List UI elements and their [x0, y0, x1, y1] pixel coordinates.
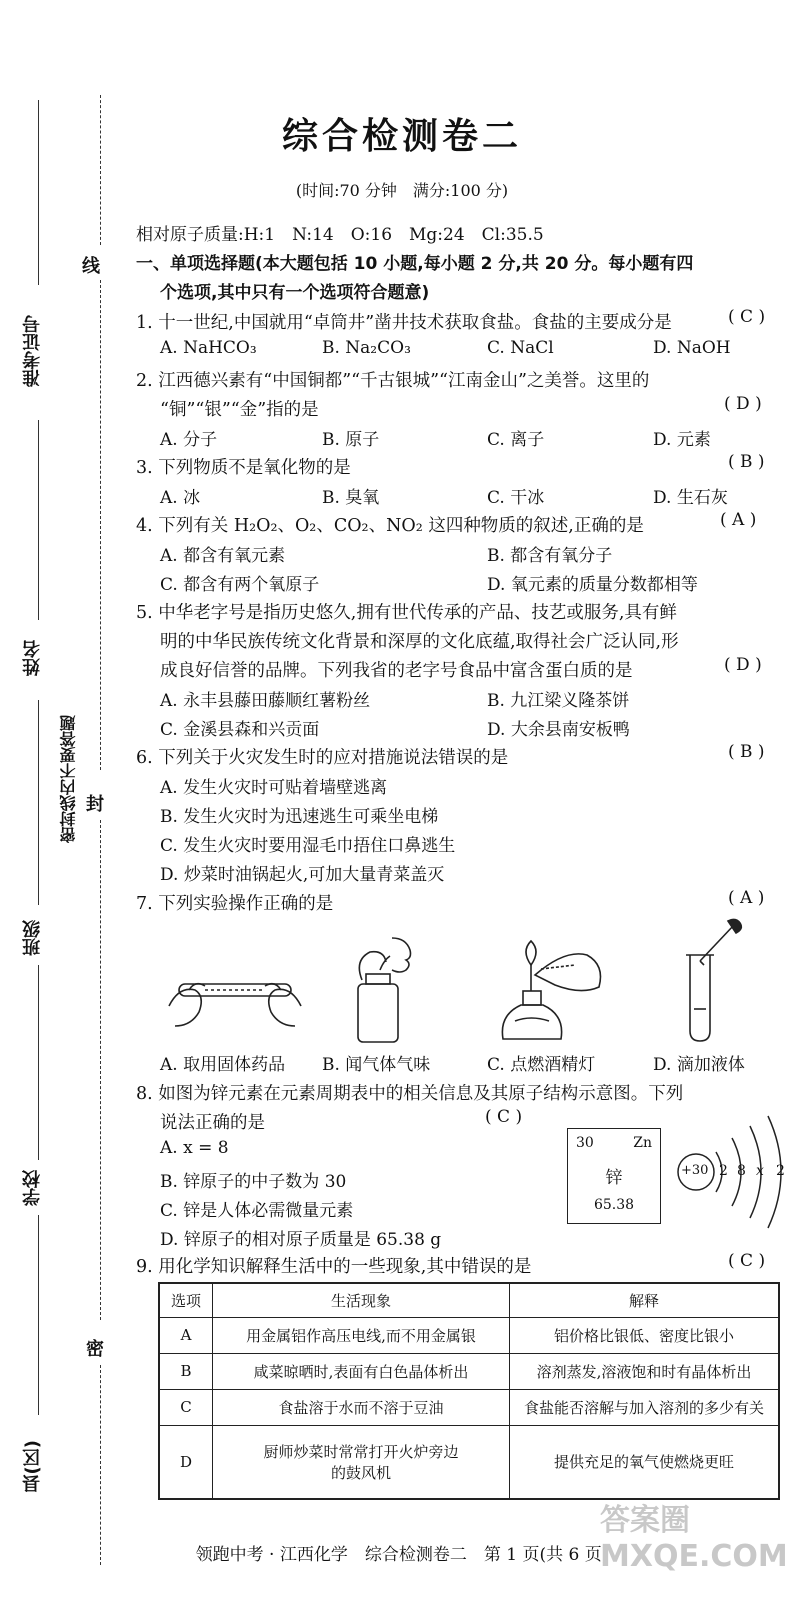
- answer-mark: ( C ): [728, 307, 766, 327]
- option-b: B. 原子: [322, 430, 380, 450]
- table-cell: C: [159, 1389, 213, 1425]
- question-stem: 成良好信誉的品牌。下列我省的老字号食品中富含蛋白质的是: [160, 661, 633, 681]
- question-9-table: [158, 1282, 780, 1500]
- option-d: D. 炒菜时油锅起火,可加大量青菜盖灭: [160, 865, 445, 885]
- label-exam-number: 准考证号: [22, 315, 43, 387]
- answer-mark: ( B ): [728, 452, 765, 472]
- option-a: A. 分子: [160, 430, 218, 450]
- option-c: C. 发生火灾时要用湿毛巾捂住口鼻逃生: [160, 836, 456, 856]
- seal-mark-seal: 封: [86, 794, 104, 815]
- option-a: A. NaHCO₃: [160, 338, 257, 358]
- table-header: 解释: [510, 1283, 780, 1317]
- atomic-mass-info: 相对原子质量:H:1 N:14 O:16 Mg:24 Cl:35.5: [136, 225, 544, 245]
- table-cell: B: [159, 1353, 213, 1389]
- illustration-smell-gas: [340, 930, 430, 1045]
- answer-mark: ( D ): [724, 394, 762, 414]
- shell-2-electrons: 8: [737, 1163, 746, 1179]
- atomic-number: 30: [576, 1135, 594, 1151]
- seal-notice: 密封线内不要答题: [59, 715, 78, 843]
- table-header-row: [159, 1283, 779, 1317]
- option-b: B. 臭氧: [322, 488, 380, 508]
- option-b: B. 闻气体气味: [322, 1055, 431, 1075]
- school-fill-line: [38, 965, 39, 1160]
- seal-mark-line: 线: [82, 256, 100, 277]
- class-fill-line: [38, 700, 39, 905]
- table-cell: 咸菜晾晒时,表面有白色晶体析出: [213, 1353, 510, 1389]
- option-a: A. 取用固体药品: [160, 1055, 286, 1075]
- element-name: 锌: [605, 1168, 623, 1188]
- shell-3-electrons: x: [756, 1163, 764, 1179]
- table-header: 选项: [159, 1283, 213, 1317]
- table-cell: 溶剂蒸发,溶液饱和时有晶体析出: [510, 1353, 780, 1389]
- zinc-periodic-cell: [567, 1128, 661, 1224]
- option-b: B. 九江梁义隆茶饼: [487, 691, 630, 711]
- label-class: 班级: [22, 920, 43, 956]
- question-stem: 说法正确的是: [160, 1113, 265, 1133]
- seal-mark-secret: 密: [86, 1339, 104, 1360]
- option-a: A. 冰: [160, 488, 201, 508]
- option-d: D. 元素: [653, 430, 711, 450]
- table-cell: A: [159, 1317, 213, 1353]
- option-d: D. 生石灰: [653, 488, 728, 508]
- shell-1-electrons: 2: [719, 1163, 728, 1179]
- table-cell: 食盐能否溶解与加入溶剂的多少有关: [510, 1389, 780, 1425]
- element-symbol: Zn: [633, 1135, 652, 1151]
- question-stem: 明的中华民族传统文化背景和深厚的文化底蕴,取得社会广泛认同,形: [160, 632, 679, 652]
- illustration-solid-reagent: [165, 960, 305, 1040]
- answer-mark: ( B ): [728, 742, 765, 762]
- section-heading: 一、单项选择题(本大题包括 10 小题,每小题 2 分,共 20 分。每小题有四: [136, 254, 694, 274]
- question-stem: 2. 江西德兴素有“中国铜都”“千古银城”“江南金山”之美誉。这里的: [136, 371, 650, 391]
- answer-mark: ( A ): [728, 888, 765, 908]
- answer-mark: ( A ): [720, 510, 757, 530]
- exam-time-score: (时间:70 分钟 满分:100 分): [295, 181, 509, 200]
- illustration-drop-liquid: [670, 915, 750, 1045]
- option-b: B. 发生火灾时为迅速逃生可乘坐电梯: [160, 807, 439, 827]
- option-c: C. NaCl: [487, 338, 554, 358]
- nucleus-charge: +30: [681, 1163, 709, 1178]
- option-d: D. 大余县南安板鸭: [487, 720, 630, 740]
- section-heading-cont: 个选项,其中只有一个选项符合题意): [160, 283, 430, 303]
- option-d: D. NaOH: [653, 338, 731, 358]
- option-c: C. 点燃酒精灯: [487, 1055, 596, 1075]
- answer-mark: ( D ): [724, 655, 762, 675]
- illustration-light-lamp: [495, 935, 610, 1045]
- table-cell: 用金属铝作高压电线,而不用金属银: [213, 1317, 510, 1353]
- question-stem: 1. 十一世纪,中国就用“卓筒井”凿井技术获取食盐。食盐的主要成分是: [136, 313, 672, 333]
- name-fill-line: [38, 420, 39, 620]
- option-d: D. 滴加液体: [653, 1055, 745, 1075]
- option-a: A. x = 8: [160, 1138, 229, 1158]
- district-fill-line: [38, 1215, 39, 1415]
- table-cell: 铝价格比银低、密度比银小: [510, 1317, 780, 1353]
- table-header: 生活现象: [213, 1283, 510, 1317]
- answer-mark: ( C ): [728, 1251, 766, 1271]
- seal-dashed-line: [100, 1365, 101, 1565]
- question-stem: 9. 用化学知识解释生活中的一些现象,其中错误的是: [136, 1257, 532, 1277]
- option-b: B. Na₂CO₃: [322, 338, 411, 358]
- option-a: A. 都含有氧元素: [160, 546, 286, 566]
- watermark: 答案圈 MXQE.COM: [600, 1503, 788, 1574]
- question-stem: “铜”“银”“金”指的是: [160, 400, 319, 420]
- option-c: C. 金溪县森和兴贡面: [160, 720, 320, 740]
- option-b: B. 锌原子的中子数为 30: [160, 1172, 347, 1192]
- table-cell: 提供充足的氧气使燃烧更旺: [510, 1425, 780, 1499]
- label-district: 县(区): [22, 1440, 43, 1493]
- option-a: A. 永丰县藤田藤顺红薯粉丝: [160, 691, 371, 711]
- table-row: [159, 1353, 779, 1389]
- table-row: [159, 1317, 779, 1353]
- option-a: A. 发生火灾时可贴着墙壁逃离: [160, 778, 388, 798]
- option-b: B. 都含有氧分子: [487, 546, 613, 566]
- table-cell: 厨师炒菜时常常打开火炉旁边的鼓风机: [213, 1425, 510, 1499]
- label-school: 学校: [22, 1170, 43, 1206]
- option-c: C. 离子: [487, 430, 545, 450]
- seal-dashed-line: [100, 820, 101, 1320]
- table-row: [159, 1389, 779, 1425]
- question-stem: 8. 如图为锌元素在元素周期表中的相关信息及其原子结构示意图。下列: [136, 1084, 684, 1104]
- page-footer: 领跑中考 · 江西化学 综合检测卷二 第 1 页(共 6 页): [195, 1545, 609, 1565]
- option-c: C. 都含有两个氧原子: [160, 575, 320, 595]
- option-d: D. 锌原子的相对原子质量是 65.38 g: [160, 1230, 442, 1250]
- answer-mark: ( C ): [485, 1107, 523, 1127]
- option-c: C. 锌是人体必需微量元素: [160, 1201, 354, 1221]
- question-stem: 7. 下列实验操作正确的是: [136, 894, 334, 914]
- label-name: 姓名: [22, 640, 43, 676]
- table-row: [159, 1425, 779, 1499]
- question-stem: 4. 下列有关 H₂O₂、O₂、CO₂、NO₂ 这四种物质的叙述,正确的是: [136, 516, 644, 536]
- option-d: D. 氧元素的质量分数都相等: [487, 575, 698, 595]
- question-stem: 6. 下列关于火灾发生时的应对措施说法错误的是: [136, 748, 509, 768]
- page-title: 综合检测卷二: [281, 116, 522, 157]
- question-stem: 5. 中华老字号是指历史悠久,拥有世代传承的产品、技艺或服务,具有鲜: [136, 603, 677, 623]
- question-stem: 3. 下列物质不是氧化物的是: [136, 458, 351, 478]
- atomic-mass: 65.38: [593, 1197, 635, 1213]
- shell-4-electrons: 2: [776, 1163, 785, 1179]
- table-cell: D: [159, 1425, 213, 1499]
- seal-dashed-line: [100, 280, 101, 770]
- option-c: C. 干冰: [487, 488, 545, 508]
- table-cell: 食盐溶于水而不溶于豆油: [213, 1389, 510, 1425]
